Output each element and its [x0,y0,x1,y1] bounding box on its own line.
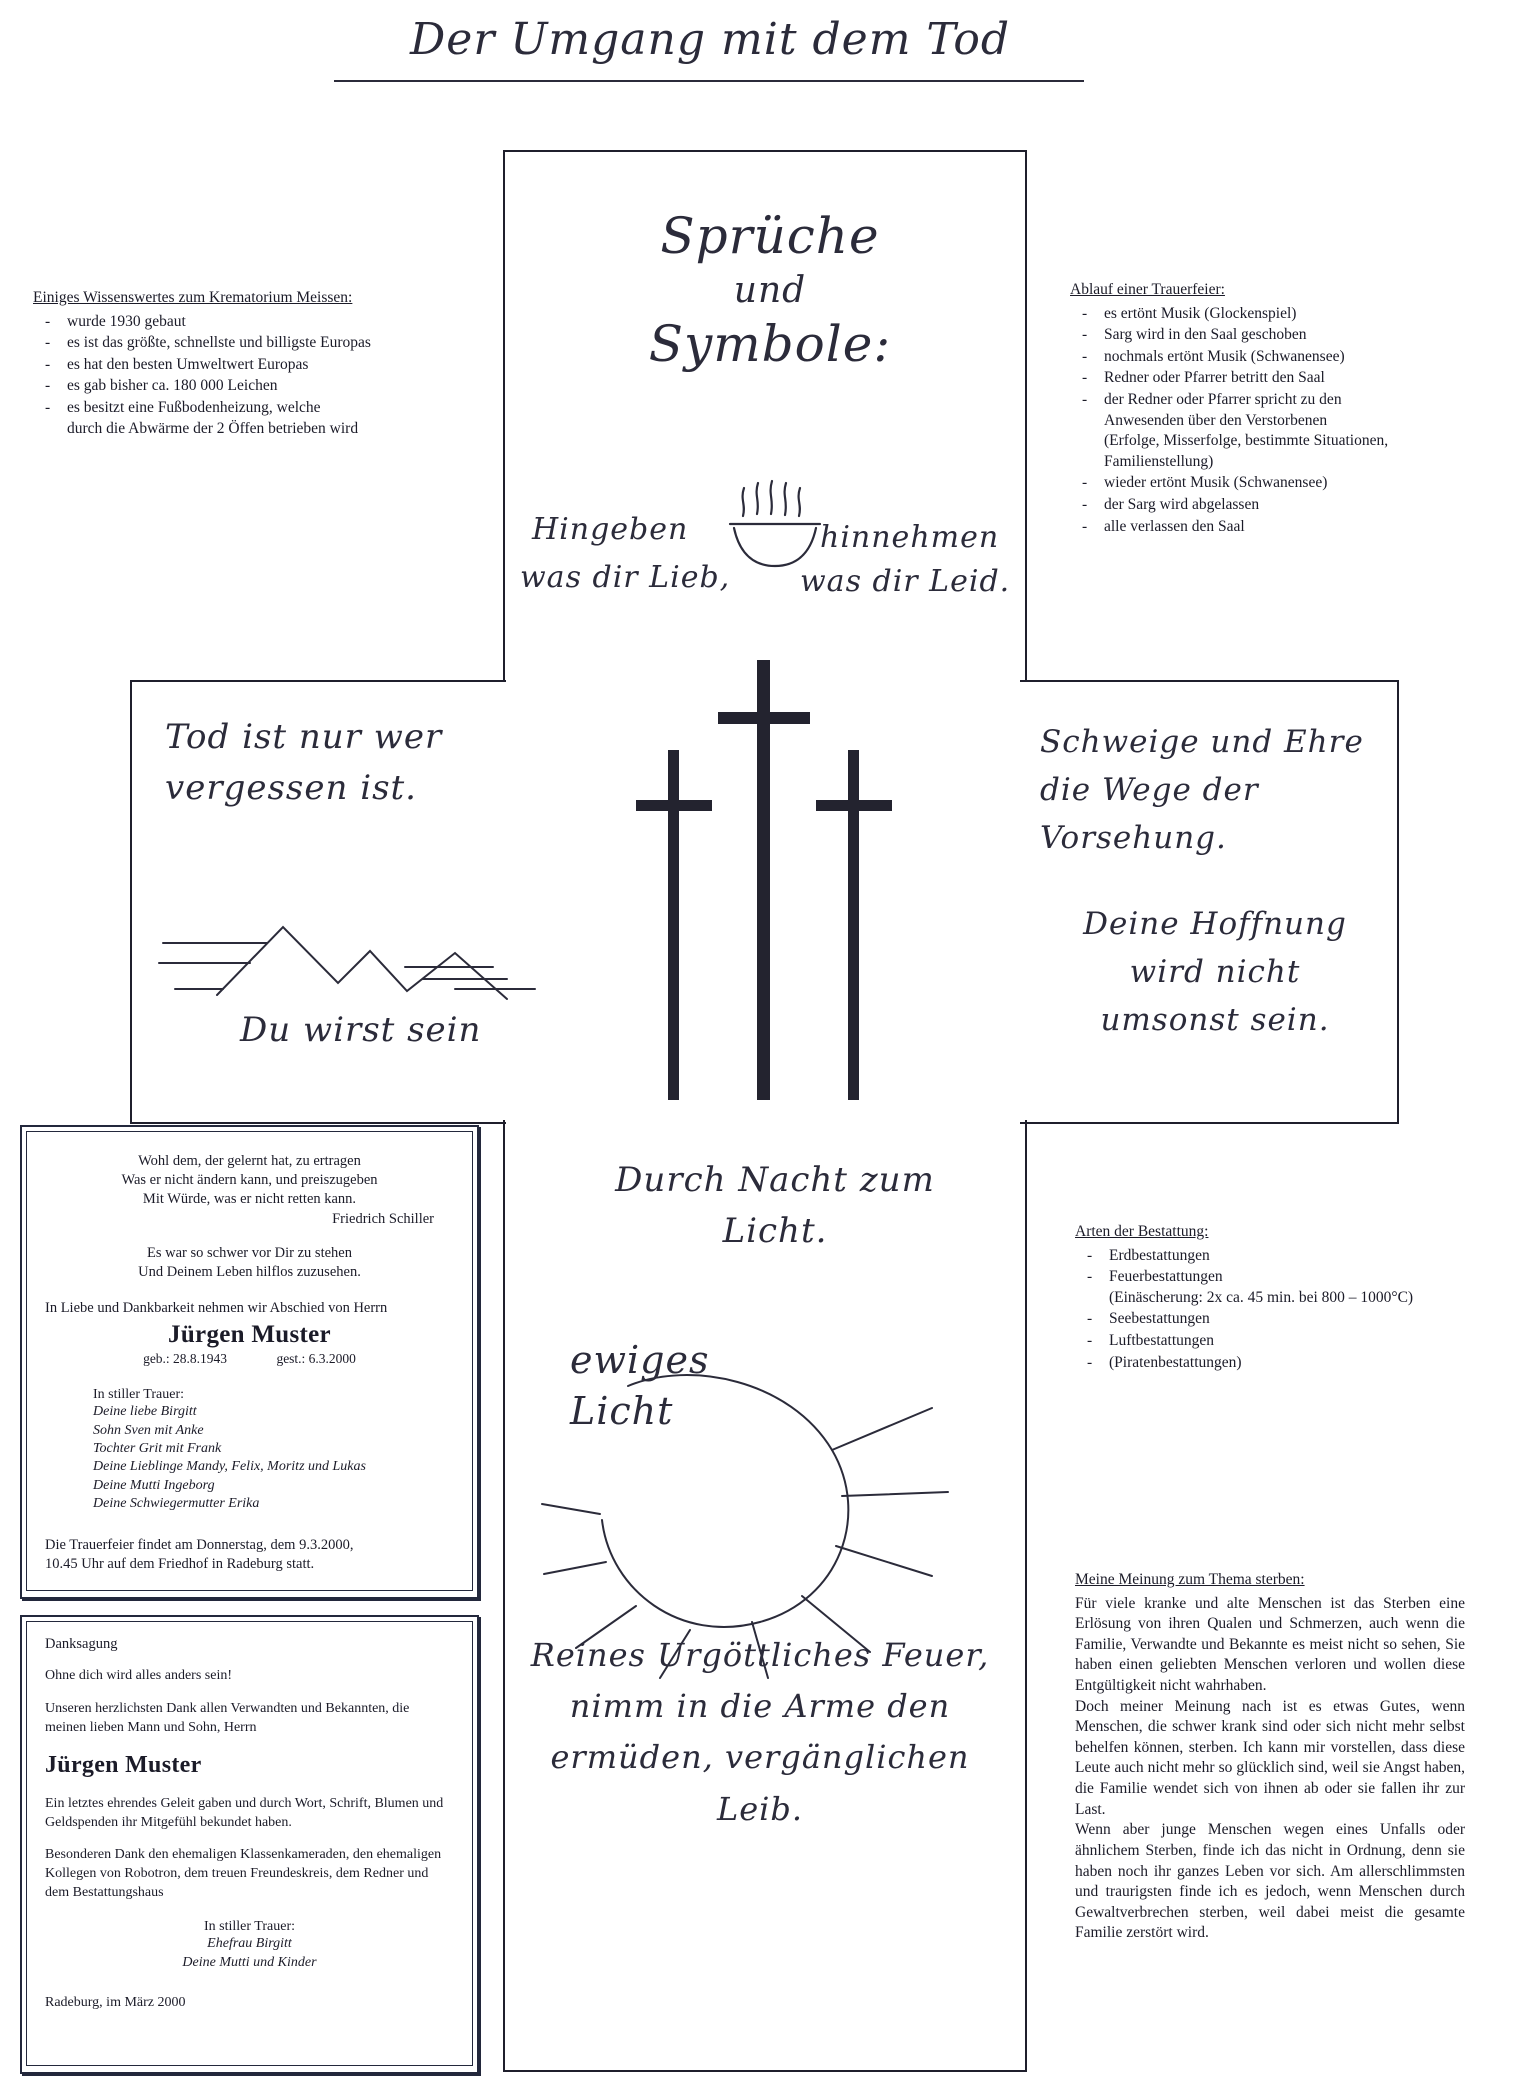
ablauf-block [1070,280,1470,538]
poem-line: Und Deinem Leben hilflos zuzusehen. [138,1264,361,1281]
du-wirst-sein-text: Du wirst sein [240,1010,482,1050]
list-item: - es gab bisher ca. 180 000 Leichen [33,376,463,397]
obituary-card [20,1125,479,1599]
durch-nacht-text: Durch Nacht zum Licht. [615,1160,935,1251]
list-item: - Seebestattungen [1075,1309,1475,1330]
mourner-line: Sohn Sven mit Anke [93,1422,204,1438]
tod-ist-nur-text: Tod ist nur wer vergessen ist. [165,717,443,808]
list-item: - wurde 1930 gebaut [33,312,463,333]
sprueche-line-3: Symbole: [648,314,892,373]
crosses-icon [620,640,910,1110]
list-item-text: es besitzt eine Fußbodenheizung, welche [67,399,321,417]
list-item: - nochmals ertönt Musik (Schwanensee) [1070,347,1470,368]
list-item [1070,390,1470,472]
list-item: - es hat den besten Umweltwert Europas [33,355,463,376]
thanks-mourners-heading: In stiller Trauer: [204,1919,295,1935]
thanks-line-1: Ohne dich wird alles anders sein! [45,1668,232,1683]
meinung-paragraph: Für viele kranke und alte Menschen ist das Sterben eine Erlösung von ihren Qualen und Schmerzen, auch wenn die Familie, Verwandte und Bekannte es meist nicht so sehen, Sie haben einen geliebten Menschen verloren und wollen diese Entgültigkeit nicht wahrhaben. [1075,1594,1465,1695]
list-item-continuation: (Einäscherung: 2x ca. 45 min. bei 800 – 1000°C) [1109,1288,1414,1306]
poem-line: Was er nicht ändern kann, und preiszugeben [121,1171,378,1188]
obituary-born: geb.: 28.8.1943 [143,1351,228,1367]
list-item: - Sarg wird in den Saal geschoben [1070,325,1470,346]
frame-join-bottom [506,1114,1020,1124]
reines-feuer-text: Reines Urgöttliches Feuer, nimm in die Arme den ermüden, vergänglichen Leib. [530,1636,990,1828]
list-item: - alle verlassen den Saal [1070,517,1470,538]
poem-line: Mit Würde, was er nicht retten kann. [142,1190,357,1207]
sprueche-line-2: und [733,269,807,311]
krematorium-block [33,288,463,440]
list-item-text: der Redner oder Pfarrer spricht zu den [1104,391,1342,409]
krematorium-list [33,312,463,440]
obituary-card-inner [26,1131,473,1591]
hoffnung-text: Deine Hoffnung wird nicht umsonst sein. [1083,906,1347,1039]
obituary-dates [45,1351,454,1367]
obituary-mourners-heading: In stiller Trauer: [93,1387,184,1403]
ceremony-line: Die Trauerfeier findet am Donnerstag, dem 9.3.2000, [45,1536,354,1553]
hingeben-right-2: was dir Leid. [800,564,1011,599]
sprueche-heading [560,205,980,375]
obituary-lead: In Liebe und Dankbarkeit nehmen wir Abschied von Herrn [45,1300,388,1317]
bestattung-block [1075,1222,1475,1374]
list-item-continuation: durch die Abwärme der 2 Öffen betrieben wird [67,419,359,437]
list-item-continuation: Anwesenden über den Verstorbenen [1104,411,1328,429]
ewiges-licht-line-1: ewiges [570,1338,710,1382]
list-item: - es ertönt Musik (Glockenspiel) [1070,304,1470,325]
obituary-poem [45,1152,454,1228]
meinung-block [1075,1570,1465,1944]
obituary-ceremony [45,1536,454,1575]
list-item-text: Feuerbestattungen [1109,1268,1223,1286]
list-item: - der Sarg wird abgelassen [1070,495,1470,516]
thanks-title: Danksagung [45,1636,118,1652]
mourner-line: Deine Schwiegermutter Erika [93,1496,260,1512]
list-item [1075,1267,1475,1308]
krematorium-heading: Einiges Wissenswertes zum Krematorium Meissen: [33,289,353,306]
title-underline [334,80,1084,82]
thanks-card-inner [26,1621,473,2066]
ablauf-heading: Ablauf einer Trauerfeier: [1070,281,1225,298]
thanks-paragraph-3: Besonderen Dank den ehemaligen Klassenkameraden, den ehemaligen Kollegen von Robotron, dem treuen Freundeskreis, dem Redner und dem Bestattungshaus [45,1847,442,1901]
list-item-continuation: Familienstellung) [1104,452,1214,470]
list-item: - Luftbestattungen [1075,1331,1475,1352]
obituary-died: gest.: 6.3.2000 [276,1351,356,1367]
mourner-line: Deine Lieblinge Mandy, Felix, Moritz und Lukas [93,1459,366,1475]
thanks-paragraph-1: Unseren herzlichsten Dank allen Verwandten und Bekannten, die meinen lieben Mann und Sohn, Herrn [45,1700,410,1735]
obituary-poem-2 [45,1244,454,1282]
mourner-line: Deine Mutti und Kinder [182,1955,317,1971]
poem-author: Friedrich Schiller [332,1210,434,1227]
meinung-paragraph: Doch meiner Meinung nach ist es etwas Gutes, wenn Menschen, die schwer krank sind oder sich nicht mehr selbst behelfen können, sterben. Ich kann mir vorstellen, dass diese Leute auch nicht mehr so glücklich sind, weil sie Angst haben, die Familie wendet sich von ihnen ab oder sie fallen ihr zur Last. [1075,1697,1465,1818]
hingeben-left-1: Hingeben [532,512,689,547]
schweige-text: Schweige und Ehre die Wege der Vorsehung. [1040,724,1364,857]
thanks-name: Jürgen Muster [45,1751,202,1778]
thanks-place: Radeburg, im März 2000 [45,1994,186,2010]
meinung-paragraph: Wenn aber junge Menschen wegen eines Unfalls oder ähnlichem Sterben, finde ich das nicht in Ordnung, denn sie haben noch ihr ganzes Leben vor sich. Am allerschlimmsten und traurigsten finde ich es jedoch, wenn Menschen durch Gewaltverbrechen sterben, weil dabei meist die gesamte Familie zerstört wird. [1075,1821,1465,1942]
poem-line: Wohl dem, der gelernt hat, zu ertragen [138,1153,361,1169]
list-item: - (Piratenbestattungen) [1075,1353,1475,1374]
mourner-line: Deine Mutti Ingeborg [93,1477,215,1493]
list-item: - Erdbestattungen [1075,1246,1475,1267]
ablauf-list [1070,304,1470,538]
mourner-line: Deine liebe Birgitt [93,1404,197,1420]
list-item: - Redner oder Pfarrer betritt den Saal [1070,368,1470,389]
list-item-continuation: (Erfolge, Misserfolge, bestimmte Situationen, [1104,432,1389,450]
mourner-line: Tochter Grit mit Frank [93,1441,222,1456]
hingeben-left-2: was dir Lieb, [520,560,731,595]
bestattung-heading: Arten der Bestattung: [1075,1223,1209,1240]
list-item: - es ist das größte, schnellste und billigste Europas [33,333,463,354]
ewiges-licht-text [570,1335,770,1438]
list-item [33,398,463,439]
thanks-mourners [45,1935,454,1973]
page-title: Der Umgang mit dem Tod [410,14,1010,65]
thanks-card [20,1615,479,2074]
meinung-heading: Meine Meinung zum Thema sterben: [1075,1571,1305,1588]
poem-line: Es war so schwer vor Dir zu stehen [147,1245,352,1262]
list-item: - wieder ertönt Musik (Schwanensee) [1070,473,1470,494]
ceremony-line: 10.45 Uhr auf dem Friedhof in Radeburg statt. [45,1556,315,1573]
sprueche-line-1: Sprüche [660,207,880,265]
bestattung-list [1075,1246,1475,1374]
hingeben-right-1: hinnehmen [820,520,1000,555]
ewiges-licht-line-2: Licht [570,1389,674,1434]
thanks-paragraph-2: Ein letztes ehrendes Geleit gaben und durch Wort, Schrift, Blumen und Geldspenden ihr Mitgefühl bekundet haben. [45,1795,444,1830]
mourner-line: Ehefrau Birgitt [207,1936,292,1952]
mountains-icon [155,905,555,1025]
obituary-mourners [45,1403,454,1514]
obituary-name: Jürgen Muster [168,1321,331,1349]
